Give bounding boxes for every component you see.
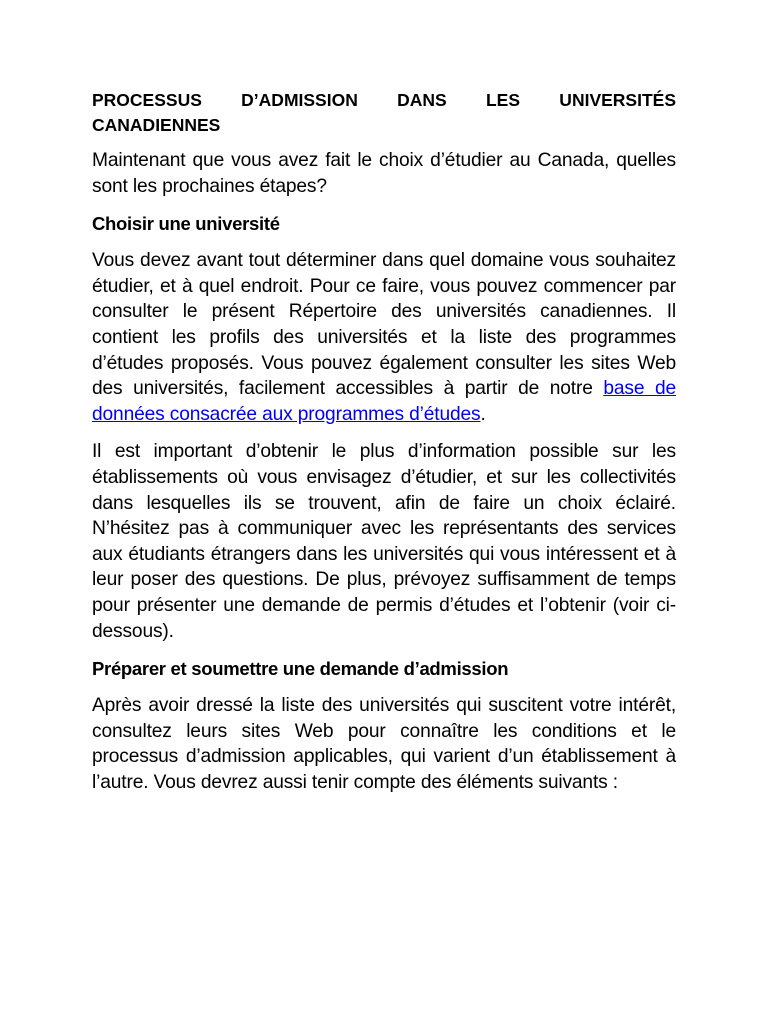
title-line-2: CANADIENNES [92,115,221,135]
paragraph-choose-university [92,248,676,427]
paragraph-text: Vous devez avant tout déterminer dans quel domaine vous souhaitez étudier, et à quel endroit. Pour ce faire, vous pouvez commencer par consulter le présent Répertoire des universités canadiennes. Il contient les profils des universités et la liste des programmes d’études proposés. Vous pouvez également consulter les sites Web des universités, facilement accessibles à partir de notre [92,250,676,400]
document-title [92,88,676,138]
document-page [92,88,676,807]
programs-database-link[interactable]: base de données consacrée aux programmes d’études [92,378,676,425]
section-heading-choose-university: Choisir une université [92,213,280,235]
section-heading-apply: Préparer et soumettre une demande d’admission [92,658,509,680]
paragraph-text-end: . [480,403,486,425]
title-line-1: PROCESSUS D’ADMISSION DANS LES UNIVERSITÉS [92,90,676,110]
paragraph-information: Il est important d’obtenir le plus d’information possible sur les établissements où vous envisagez d’étudier, et sur les collectivités dans lesquelles ils se trouvent, afin de faire un choix éclairé. N’hésitez pas à communiquer avec les représentants des services aux étudiants étrangers dans les universités qui vous intéressent et à leur poser des questions. De plus, prévoyez suffisamment de temps pour présenter une demande de permis d’études et l’obtenir (voir ci-dessous). [92,441,676,642]
intro-paragraph: Maintenant que vous avez fait le choix d’étudier au Canada, quelles sont les prochaines étapes? [92,150,676,197]
paragraph-apply: Après avoir dressé la liste des universités qui suscitent votre intérêt, consultez leurs sites Web pour connaître les conditions et le processus d’admission applicables, qui varient d’un établissement à l’autre. Vous devrez aussi tenir compte des éléments suivants : [92,695,676,793]
